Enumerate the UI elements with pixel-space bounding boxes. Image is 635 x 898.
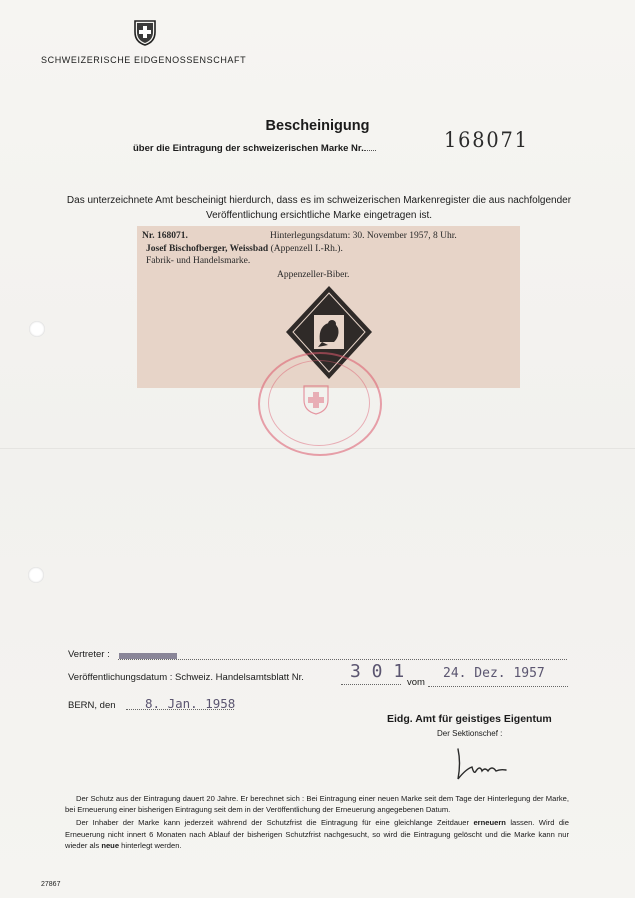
publication-number: 3 0 1	[350, 661, 405, 682]
swiss-crest-icon	[133, 20, 157, 46]
stamp-cross-icon	[300, 384, 332, 416]
clipping-filing-date: Hinterlegungsdatum: 30. November 1957, 8 Uhr.	[270, 231, 457, 241]
owner-name: Josef Bischofberger, Weissbad	[146, 244, 269, 254]
owner-place: (Appenzell I.-Rh.).	[268, 244, 343, 254]
leader-dots	[364, 150, 376, 151]
intro-text: Das unterzeichnete Amt bescheinigt hierdurch, dass es im schweizerischen Markenregister die aus nachfolgender Veröffentlichung ersichtliche Marke eingetragen ist.	[66, 195, 572, 221]
clipping-number: Nr. 168071.	[142, 231, 188, 241]
publication-date: 24. Dez. 1957	[443, 666, 545, 681]
subtitle-text: über die Eintragung der schweizerischen Marke Nr.	[133, 143, 364, 154]
representative-label: Vertreter :	[68, 649, 110, 660]
agency-name: SCHWEIZERISCHE EIDGENOSSENSCHAFT	[41, 55, 247, 65]
publication-label: Veröffentlichungsdatum : Schweiz. Handelsamtsblatt Nr.	[68, 672, 304, 683]
signatory-role: Der Sektionschef :	[437, 729, 503, 738]
place-label: BERN, den	[68, 700, 116, 711]
punch-hole	[28, 567, 44, 583]
terms-paragraph-1: Der Schutz aus der Eintragung dauert 20 Jahre. Er berechnet sich : Bei Eintragung einer neuen Marke seit dem Tage der Hinterlegung der Marke, bei Erneuerung einer bisherigen Eintragung seit dem in der Veröffentlichung der Erneuerung angegebenen Datum.	[65, 794, 569, 815]
publication-number-line	[341, 684, 401, 685]
publication-date-line	[428, 686, 568, 687]
document-subtitle	[133, 143, 376, 154]
document-title: Bescheinigung	[265, 118, 370, 134]
clipping-mark-type: Fabrik- und Handelsmarke.	[146, 256, 251, 266]
terms-paragraph-2: Der Inhaber der Marke kann jederzeit während der Schutzfrist die Eintragung für eine gleichlange Zeitdauer erneuern lassen. Wird die Erneuerung nicht innert 6 Monaten nach Ablauf der bisherigen Schutzfrist nachgesucht, so wird die Eintragung gelöscht und die Marke kann nur wieder als neue hinterlegt werden.	[65, 818, 569, 850]
punch-hole	[29, 321, 45, 337]
form-number: 27867	[41, 881, 61, 888]
clipping-mark-name: Appenzeller-Biber.	[277, 270, 350, 280]
representative-line	[118, 659, 567, 660]
from-label: vom	[407, 677, 425, 688]
office-name: Eidg. Amt für geistiges Eigentum	[387, 713, 552, 725]
signature-icon	[452, 745, 512, 785]
clipping-owner	[146, 244, 343, 254]
issue-date: 8. Jan. 1958	[145, 696, 236, 711]
registration-number: 168071	[444, 128, 529, 152]
terms-text	[65, 793, 569, 853]
redacted-representative	[119, 653, 177, 659]
